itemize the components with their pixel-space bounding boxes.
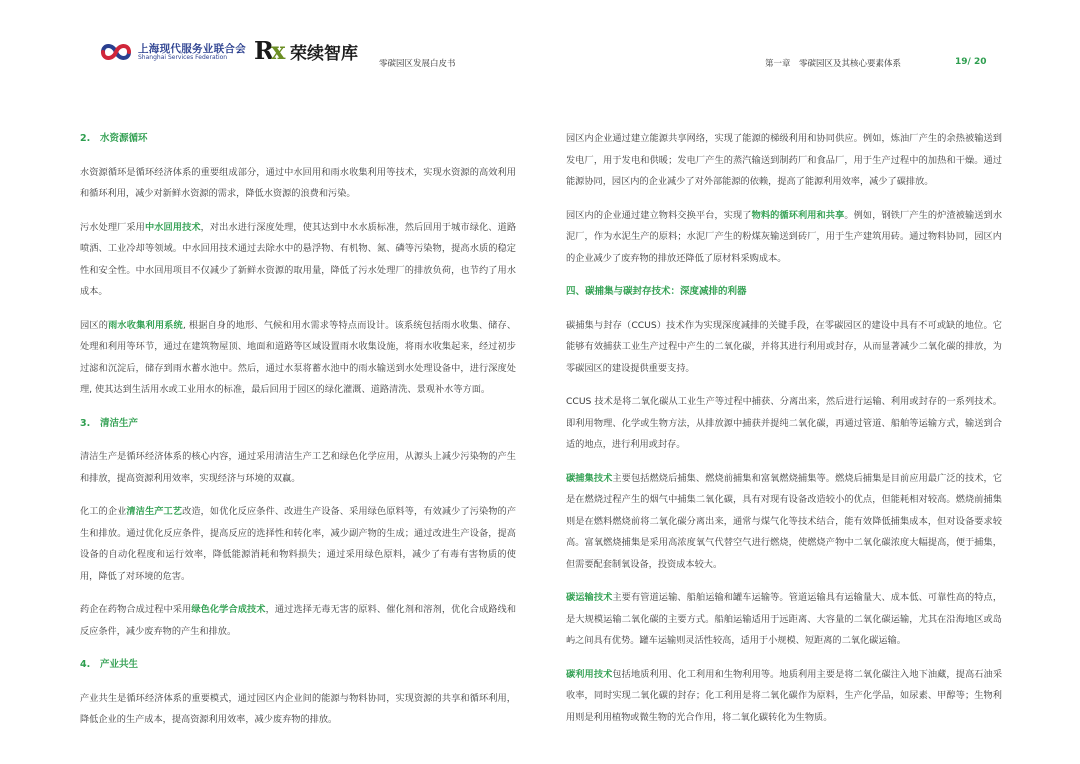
org-name-cn: 上海现代服务业联合会	[138, 43, 246, 55]
paragraph: 水资源循环是循环经济体系的重要组成部分，通过中水回用和雨水收集利用等技术，实现水资源的高效利用和循环利用，减少对新鲜水资源的需求，降低水资源的浪费和污染。	[80, 166, 516, 199]
paragraph: 碳捕集技术主要包括燃烧后捕集、燃烧前捕集和富氧燃烧捕集等。燃烧后捕集是目前应用最广泛的技术，它是在燃烧过程产生的烟气中捕集二氧化碳，具有对现有设备改造较小的优点，但能耗相对较高。燃烧前捕集则是在燃料燃烧前将二氧化碳分离出来，通常与煤气化等技术结合，能有效降低捕集成本，但对设备要求较高。富氧燃烧捕集是采用高浓度氧气代替空气进行燃烧，使燃烧产物中二氧化碳浓度大幅提高，便于捕集，但需要配套制氧设备，投资成本较大。	[566, 472, 1003, 570]
ssf-logo-icon	[100, 40, 132, 64]
paragraph: 清洁生产是循环经济体系的核心内容，通过采用清洁生产工艺和绿色化学应用，从源头上减少污染物的产生和排放，提高资源利用效率，实现经济与环境的双赢。	[80, 451, 516, 484]
highlight-term: 中水回用技术	[144, 221, 201, 233]
page-number: 19/ 20	[955, 57, 987, 67]
paragraph: 产业共生是循环经济体系的重要模式，通过园区内企业间的能源与物料协同，实现资源的共享和循环利用，降低企业的生产成本，提高资源利用效率，减少废弃物的排放。	[80, 692, 516, 725]
brand-logo	[254, 36, 374, 66]
highlight-term: 碳捕集技术	[566, 472, 613, 484]
highlight-term: 物料的循环利用和共享	[751, 209, 845, 221]
paragraph: 园区内的企业通过建立物料交换平台，实现了物料的循环利用和共享。例如，钢铁厂产生的炉渣被输送到水泥厂，作为水泥生产的原料；水泥厂产生的粉煤灰输送到砖厂，用于生产建筑用砖。通过物料协同，园区内的企业减少了废弃物的排放还降低了原材料采购成本。	[566, 209, 1003, 264]
paragraph: 碳利用技术包括地质利用、化工利用和生物利用等。地质利用主要是将二氧化碳注入地下油藏，提高石油采收率，同时实现二氧化碳的封存；化工利用是将二氧化碳作为原料，生产化学品，如尿素、甲醇等；生物利用则是利用植物或微生物的光合作用，将二氧化碳转化为生物质。	[566, 668, 1003, 723]
section-heading-water: 2. 水资源循环	[80, 133, 148, 144]
left-column	[80, 128, 516, 743]
highlight-term: 清洁生产工艺	[126, 506, 183, 517]
paragraph: 污水处理厂采用中水回用技术，对出水进行深度处理，使其达到中水水质标准，然后回用于城市绿化、道路喷洒、工业冷却等领域。中水回用技术通过去除水中的悬浮物、有机物、氮、磷等污染物，提高水质的稳定性和安全性。中水回用项目不仅减少了新鲜水资源的取用量，降低了污水处理厂的排放负荷，也节约了用水成本。	[80, 221, 517, 297]
ssf-logo	[100, 38, 260, 66]
brand-mark: Rx	[254, 36, 283, 65]
paragraph: 碳运输技术主要有管道运输、船舶运输和罐车运输等。管道运输具有运输量大、成本低、可靠性高的特点，是大规模运输二氧化碳的主要方式。船舶运输适用于远距离、大容量的二氧化碳运输，尤其在沿海地区或岛屿之间具有优势。罐车运输则灵活性较高，适用于小规模、短距离的二氧化碳运输。	[566, 592, 1003, 646]
paragraph: 化工的企业清洁生产工艺改造，如优化反应条件、改进生产设备、采用绿色原料等，有效减少了污染物的产生和排放。通过优化反应条件，提高反应的选择性和转化率，减少副产物的生成；通过改进生产设备，提高设备的自动化程度和运行效率，降低能源消耗和物料损失；通过采用绿色原料，减少了有毒有害物质的使用，降低了对环境的危害。	[80, 506, 517, 582]
right-column	[566, 128, 1002, 740]
paragraph: 园区的雨水收集利用系统, 根据自身的地形、气候和用水需求等特点而设计。该系统包括雨水收集、储存、处理和利用等环节，通过在建筑物屋顶、地面和道路等区域设置雨水收集设施，将雨水收集起来，经过初步过滤和沉淀后，储存到雨水蓄水池中。然后，通过水泵将蓄水池中的雨水输送到水处理设备中，进行深度处理, 使其达到生活用水或工业用水的标准，最后回用于园区的绿化灌溉、道路清洗、景观补水等方面。	[80, 319, 517, 395]
brand-name: 荣续智库	[290, 44, 358, 64]
paragraph: 碳捕集与封存（CCUS）技术作为实现深度减排的关键手段，在零碳园区的建设中具有不可或缺的地位。它能够有效捕获工业生产过程中产生的二氧化碳，并将其进行利用或封存，从而显著减少二氧化碳的排放，为零碳园区的建设提供重要支持。	[566, 319, 1002, 374]
section-heading-ccus: 四、碳捕集与碳封存技术：深度减排的利器	[566, 286, 747, 297]
org-name-en: Shanghai Services Federation	[138, 54, 228, 61]
highlight-term: 雨水收集利用系统	[108, 319, 183, 331]
chapter-title: 第一章 零碳园区及其核心要素体系	[765, 59, 902, 69]
doc-title: 零碳园区发展白皮书	[379, 59, 456, 69]
paragraph: CCUS 技术是将二氧化碳从工业生产等过程中捕获、分离出来，然后进行运输、利用或封存的一系列技术。即利用物理、化学或生物方法，从排放源中捕获并提纯二氧化碳，再通过管道、船舶等运输方式，输送到合适的地点，进行利用或封存。	[566, 396, 1002, 450]
highlight-term: 碳利用技术	[566, 668, 613, 680]
paragraph: 药企在药物合成过程中采用绿色化学合成技术，通过选择无毒无害的原料、催化剂和溶剂，优化合成路线和反应条件，减少废弃物的产生和排放。	[80, 604, 517, 637]
section-heading-symbiosis: 4. 产业共生	[80, 659, 139, 670]
highlight-term: 绿色化学合成技术	[191, 604, 266, 615]
page-header	[0, 0, 1080, 90]
section-heading-clean-production: 3. 清洁生产	[80, 417, 139, 429]
paragraph: 园区内企业通过建立能源共享网络，实现了能源的梯级利用和协同供应。例如，炼油厂产生的余热被输送到发电厂，用于发电和供暖；发电厂产生的蒸汽输送到制药厂和食品厂，用于生产过程中的加热和干燥。通过能源协同，园区内的企业减少了对外部能源的依赖，提高了能源利用效率，减少了碳排放。	[566, 133, 1002, 187]
highlight-term: 碳运输技术	[566, 592, 613, 603]
